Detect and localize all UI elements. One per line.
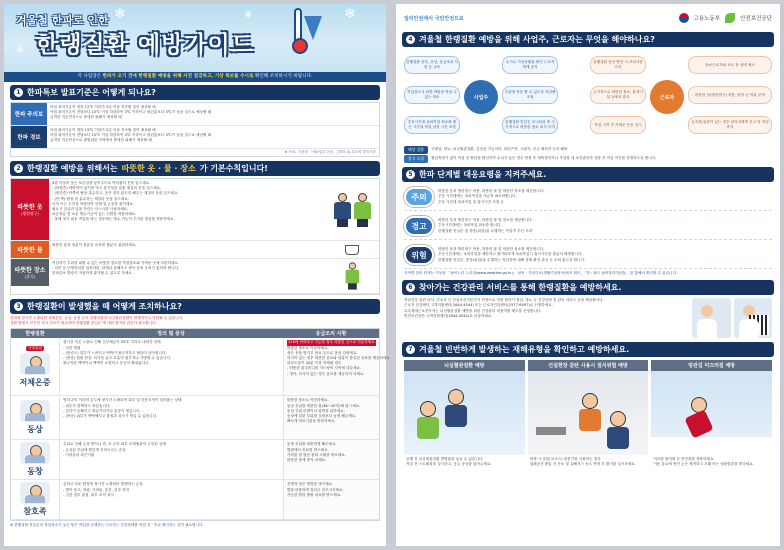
worker-duty: 따뜻한 음(방한장구) 착용, 양말 등 여분 준비 — [688, 86, 772, 104]
government-emblem-icon — [679, 13, 689, 23]
cardio-illustration — [404, 371, 525, 455]
table-header: 응급조치 사항 — [283, 329, 379, 338]
nurse-photo — [734, 298, 773, 338]
cold-advisory-row: 한파 주의보 아침 최저기온이 영하 12℃ 이하가 2일 이상 지속될 것이 예상될 때 아침 최저기온이 전날보다 10℃ 이상 하강하여 3℃ 이하이고 평년값보다 3℃가 낮을 것으로 예상될 때 급격한 저온현상으로 중대한 피해가 예상될 때 — [11, 103, 379, 126]
basic-rules-grid — [10, 178, 380, 295]
employer-badge: 사업주 — [464, 80, 498, 114]
worker-duty: 주기적으로 따뜻한 장소, 휴게시설 등에서 휴식 — [590, 86, 646, 104]
section-heading-alert-criteria: 1 한파특보 발표기준은 어떻게 되나요? — [10, 85, 380, 100]
danger-badge: 위험 — [404, 245, 434, 265]
caution-badge: 주의 — [404, 187, 434, 207]
down-arrow-icon — [304, 16, 322, 40]
qr-code-icon — [749, 315, 769, 335]
worker-duty: 한랭질환 증상 발현 시 조치사항 숙지 — [590, 56, 646, 74]
snowflake-icon: ❄ — [114, 6, 126, 22]
snowflake-icon: ❄ — [344, 6, 356, 22]
duties-diagram — [404, 50, 772, 144]
warm-clothes-text: 3겹 이상의 옷은 보온성을 높여주므로 여러겹의 옷을 입으세요. - (바깥층) 바람막이 좋기를 막고 통기성을 갖춘 재질의 옷을 입으세요. - (중간층) 안쪽의 땀을 흡수하고, 옷이 젖지 않도록 해주는 재질의 옷을 입으세요. - (안 쪽) 땀을 잘 흡수하는 재질의 옷을 입으세요. 모자 또는 두건을 착용하여 신체 열 손실을 줄이세요. 필요시 얼굴과 입을 가리는 마스크를 사용하세요. 보온장갑 및 보온 방수기능이 있는 신발을 착용하세요. - 물에 젖기 쉬운 작업을 하는 경우에는 방수 기능이 추가된 장갑을 착용하세요. — [49, 179, 325, 241]
kosha-emblem-icon — [725, 13, 735, 23]
illness-hypothermia: 사망위험 저체온증 — [11, 338, 59, 396]
employer-duty: 한랭질환 민감군 모니터링 중 주기적으로 따뜻한 장소 휴식 부여 — [502, 116, 558, 134]
patient-icon — [20, 442, 50, 464]
table-cell: 동창 부위를 따뜻하게 해주세요. 병원에서 진료를 받으세요. 가려움 및 염증 완화 크림을 바르세요. 따뜻한 물에 씻지 마세요. — [283, 440, 379, 480]
table-footnote: ※ 한랭질환 진입군과 작업장소가 높은 힘든 작업을 수행하는 근로자는 건강상태를 작업 전 · 후로 확인하는 것이 필요합니다. — [10, 523, 204, 528]
warm-place-tag: 따뜻한 장소 (휴식) — [11, 259, 49, 287]
employer-duty: 수시로 기상상황을 확인 근로자에게 공지 — [502, 56, 558, 74]
illness-trench-foot: 참호족 — [11, 480, 59, 520]
warning-badge: 경고 — [404, 216, 434, 236]
employer-duty: 한랭질환 증후, 증상, 응급조치 사항 등 교육 — [404, 56, 460, 74]
patient-icon — [20, 400, 50, 422]
worker-duty: 동료근로자와 서로 몸 상태 체크 — [688, 56, 772, 74]
snowflake-icon: ❄ — [16, 46, 24, 56]
death-risk-badge: 사망위험 — [28, 345, 42, 350]
warm-water-tag: 따뜻한 물 — [11, 241, 49, 259]
section-heading-first-aid: 3 한랭질환이 발생했을 때 어떻게 조치하나요? — [10, 299, 380, 314]
section-heading-accidents: 7 겨울철 빈번하게 발생하는 재해유형을 확인하고 예방하세요. — [402, 342, 774, 357]
sensitive-group-info: 해당 질환 고혈압, 당뇨, 뇌심혈관질환, 갑상선 기능저하, 파킨슨씨, 고령자, 신규 배치자 등의 해당 참고 요청 혈압측정기 없이 작업 전 혈압을 확인하여 수치가 높은 경우 안정 후 재측정하거나 사업장 내 보건관리자 상담 후 작업 여부를 결정하도록 합니다. — [404, 146, 772, 163]
section-heading-basic-rules: 2 한랭질환 예방을 위해서는 따뜻한 옷 · 물 · 장소 가 기본수칙입니다! — [10, 161, 380, 176]
snowflake-icon: ❄ — [244, 10, 253, 21]
warm-place-text: 작업자가 추위를 피할 수 있는 따뜻한 장소를 작업장소와 가까운 곳에 마련하세요. - 히터 등 난방장치를 설치하되, 화재나 유해가스 중독 등의 우려가 없어야 합니다. 한파특보 발령시 적절하게 휴식할 수 있도록 하세요. — [49, 259, 325, 294]
accident-cases — [404, 360, 772, 469]
slip-illustration — [651, 371, 772, 455]
rest-illustration — [325, 259, 379, 294]
worker-illustration — [325, 179, 379, 241]
thermometer-icon — [294, 8, 302, 48]
stage-note: 지역별 한파 단계는 기상청 「날씨누리 누리집(www.weather.go.kr)」 날씨 · 기상특보(생활기상정보)에서 확인, 「한ㆍ판도 날씨알리미(앱)」 를 통해서 확인할 수 있습니다. — [404, 271, 678, 275]
employer-duty: 추운시간대 옥외작업 최소화 출근 시간대 작업 일정 시간 조정 — [404, 116, 460, 134]
cold-warning-row: 한파 경보 아침 최저기온이 영하 15℃ 이하가 2일 이상 지속될 것이 예상될 때 아침 최저기온이 전날보다 15℃ 이상 하강하여 3℃ 이하이고 평년값보다 3℃가 낮을 것으로 예상될 때 급격한 저온현상으로 광범위한 지역에서 중대한 피해가 예상될 때 — [11, 126, 379, 149]
stage-caution: 주의 따뜻한 옷과 방한장구 착용, 따뜻한 물 및 따뜻한 장소를 제공합니다. 추운 시간대에는 옥외작업을 가급적 최소화합니다. 추운 시간대 옥외작업 및 휴식시간 조정 등 — [404, 184, 772, 211]
warning-lines: 한파에 장시간 노출되면 저체온증, 동상, 동창 등의 한랭질환과 뇌심혈관질환이 발생하거나 악화될 수 있습니다. 질환 발생시 신속한 의사 진료가 필요하며 한랭질환 진입군 에 대한 철저한 관리가 필요합니다. — [10, 316, 184, 326]
table-cell: 영하 2℃ 이하의 온도에 장시간 노출되어 피부 및 하층조직이 얼어붙는 상태 - 피부가 창백하고 차갑습니다. - 감각이 둔해지고 따끔거리거나 통증이 생깁니다. - (중증) 피부가 딱딱해지고 물집과 괴사가 생길 수 있습니다. — [59, 396, 283, 440]
section-heading-health-service: 6 찾아가는 건강관리 서비스를 통해 한랭질환을 예방하세요. — [402, 280, 774, 295]
stage-warning: 경고 따뜻한 옷과 방한장구 착용, 따뜻한 물 및 장소를 제공합니다. 추운시간대에는 옥외작업 최소화 합니다. 한랭질환 진입군 및 중증(위험)을 수행하는 작업자 우선 고려 — [404, 213, 772, 240]
employer-duty: 작업강도사 되면 바람을 막을 수 있는 장소 — [404, 86, 460, 104]
case-slip: 빙판길 미끄러짐 예방 미끄럼 방지화 등 안전화를 착용하세요. 이동 통로에 쌓인 눈은 제거하고 모래 또는 염화칼슘을 뿌리세요. — [651, 360, 772, 469]
left-poster-page — [4, 4, 392, 546]
table-cell: 신발과 젖은 양말을 벗기세요. 발을 따뜻하게 말리고 건조시키세요. 가능한 빨리 병원 치료를 받으세요. — [283, 480, 379, 520]
moel-logo: 고용노동부 — [693, 16, 721, 22]
notice-strip: 각 사업장은 한파가 오기 전에 한랭질환 예방을 위해 사전 점검하고, 기상 특보를 수시로 확인해 조치하시기 바랍니다. — [4, 72, 386, 82]
source-note: ※ 자료: 기상청 「예보업무규정」 [별표 4] 특보의 발표기준 — [284, 150, 376, 154]
alert-criteria-box — [10, 102, 380, 157]
poster-title: 한랭질환 예방가이드 — [36, 32, 254, 58]
warm-water-text: 따뜻한 물과 당분이 함유된 음료를 충분히 섭취하세요. — [49, 241, 325, 259]
table-cell: 따뜻한 장소로 이동하세요. 동상 부위를 따뜻한 물(38~42℃)에 담그세요. 동상 부위 마찰이나 압박을 피하세요. 동상에 걸린 부위를 심장보다 높게 해주세요. 빠르게 의료기관을 방문하세요. — [283, 396, 379, 440]
health-service-block: 작업건강 관련 의사, 간호사 등 산업보건전문가가 현장으로 직접 찾아가 혈압, 당뇨 등 건강상담 및 관리 서비스 등을 제공합니다. 근로자 건강센터 고객지원센터(1644-4544) 또는 근로자건강센터(1577-6497)로 신청하세요. 특수형태근로종사자는 뇌심혈관질환 예방을 위한 건강관리 비용지원 제도를 운영합니다. 안전보건공단 고객지원센터(1644-4544)로 신청하세요. — [404, 298, 772, 338]
checkup-photo — [692, 298, 731, 338]
case-cardio: 뇌심혈관질환 예방 한랭 전 뇌심혈관질환 발병률을 높일 수 있습니다. 작업 전 스트레칭을 실시하고, 응급 증상을 알아두세요. — [404, 360, 525, 469]
banner — [4, 4, 386, 72]
table-cell: 습하고 차운 환경에 장시간 노출되어 발생하는 손상 - 발이 붓고, 저림, 가려움, 통증, 감각 저하 - 심한 경우 물집, 피부 조직 괴사 — [59, 480, 283, 520]
table-cell: 119에 연락하고 가능한 경우 따뜻한 곳으로 이동하세요. 따뜻한 장소로 이동하세요. 젖은 옷을 벗기고 담요 등으로 몸을 감싸세요. 의식이 있는 경우 따뜻한 음료와 당분이 함유된 음료를 제공하세요. 의료도움이 30분 이상 지체될 경우 - 따뜻한 물주머니를 겨드랑이 사이에 대주세요. - 영아, 의식이 없는 경우 음료를 제공하지 마세요. — [283, 338, 379, 396]
banner-subtitle: 겨울철 한파로 인한 — [16, 14, 109, 27]
right-poster-page — [396, 4, 780, 546]
cup-illustration — [325, 241, 379, 259]
warm-clothes-tag: 따뜻한 옷 (방한장구) — [11, 179, 49, 241]
employer-duty: 추위에 적응 할 수 있도록 작업량 조절 — [502, 86, 558, 104]
slogan-logo: 일터안전에서 국민안전으로 — [404, 15, 464, 22]
patient-icon — [20, 482, 50, 504]
cold-illness-table — [10, 328, 392, 521]
worker-duty: 금속제 위험이 있는 경우 관리자에게 신고 및 작업 중지 — [688, 116, 772, 134]
stage-danger: 위험 따뜻한 옷과 방한장구 착용, 따뜻한 물 및 따뜻한 장소를 제공합니다. 추운시간대에는 옥외작업을 제한하고 불가피하게 옥외작업시 휴식시간을 충분히 배정합니다. 한랭질환 진입군, 중증(위험)을 수행하는 작업자에 대해 상태 확인 관심 군 소외 없도록 합니다. — [404, 242, 772, 269]
table-header: 정의 및 증상 — [59, 329, 283, 338]
logo-bar — [396, 4, 780, 32]
illness-chilblain: 동창 — [11, 440, 59, 480]
table-header: 한랭질환 — [11, 329, 59, 338]
illness-frostbite: 동상 — [11, 396, 59, 440]
section-heading-stages: 5 한파 단계별 대응요령을 지켜주세요. — [402, 167, 774, 182]
case-suffocation: 건설현장 갈탄 사용시 질식위험 예방 양생 시 갈탄(코크스) 열풍기를 사용하는 경우 밀폐공간 출입 전 산소 및 유해가스 농도 측정 후 환기를 실시하세요. — [528, 360, 649, 469]
section-heading-duties: 4 겨울철 한랭질환 예방을 위해 사업주, 근로자는 무엇을 해야하나요? — [402, 32, 774, 47]
kosha-logo: 안전보건공단 — [740, 16, 772, 22]
table-cell: 장시간 저온 노출로 인해 심부체온이 35℃ 이하로 내려간 상태 - 심한 떨림 - (중증도) 말투가 느려지고 맥박이 불규칙하고 혈압이 낮아집니다. - (중증) 떨림 현상, 의식을 잃고 호흡이 멈추거나 사망할 수 있습니다. 불규칙한 맥박이나 맥박이 소멸하고 동공이 확대됩니다. — [59, 338, 283, 396]
table-cell: 추위로 인해 손과 발이나 귀, 코 등의 피부 모세혈관이 손상된 상태 - 손상된 부위에 빨갛게 부어오르는 증상 - 가려움과 화끈거림 — [59, 440, 283, 480]
worker-duty: 작업 시작 전 가벼운 운동 실시 — [590, 116, 646, 134]
worker-badge: 근로자 — [650, 80, 684, 114]
suffocation-illustration — [528, 371, 649, 455]
patient-icon — [20, 353, 50, 375]
